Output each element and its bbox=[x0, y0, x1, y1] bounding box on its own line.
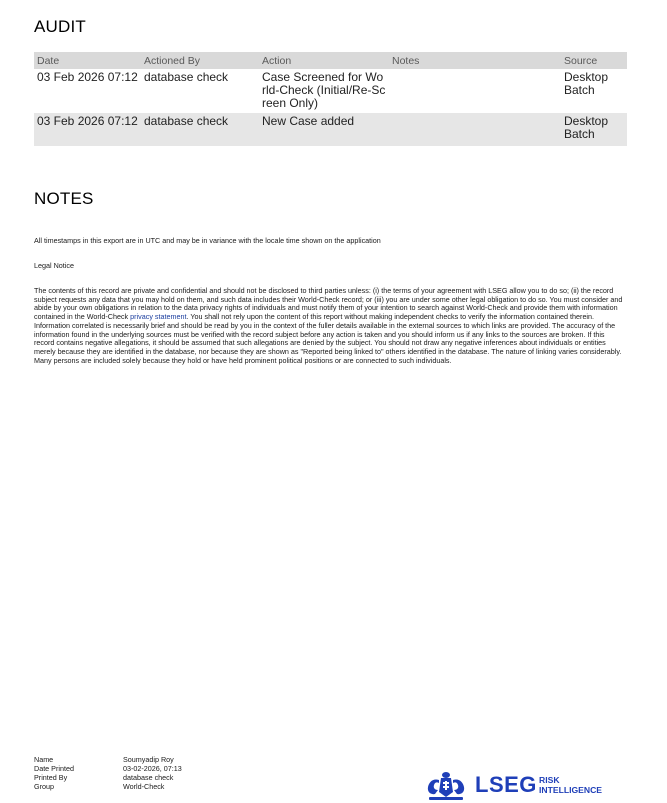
cell-actioned-by: database check bbox=[141, 69, 259, 113]
legal-notice-text bbox=[34, 287, 626, 365]
privacy-statement-link[interactable]: privacy statement bbox=[130, 312, 187, 322]
lion-crest-icon bbox=[423, 770, 469, 802]
footer-label-printed-by: Printed By bbox=[34, 773, 68, 782]
footer-value-group: World-Check bbox=[123, 782, 165, 791]
cell-actioned-by: database check bbox=[141, 113, 259, 146]
audit-section-title: AUDIT bbox=[34, 17, 86, 36]
legal-notice-heading: Legal Notice bbox=[34, 261, 74, 270]
cell-notes bbox=[389, 113, 561, 146]
column-header-notes: Notes bbox=[389, 52, 561, 69]
audit-header-row bbox=[34, 52, 627, 69]
column-header-actioned-by: Actioned By bbox=[141, 52, 259, 69]
logo-brand-text: LSEG bbox=[475, 772, 537, 797]
footer-label-group: Group bbox=[34, 782, 54, 791]
cell-notes bbox=[389, 69, 561, 113]
table-row bbox=[34, 113, 627, 146]
cell-date: 03 Feb 2026 07:12 bbox=[34, 113, 141, 146]
footer-values bbox=[123, 755, 182, 791]
column-header-date: Date bbox=[34, 52, 141, 69]
logo-subtitle-line-2: INTELLIGENCE bbox=[539, 784, 603, 795]
cell-source: Desktop Batch bbox=[561, 69, 627, 113]
cell-source: Desktop Batch bbox=[561, 113, 627, 146]
column-header-action: Action bbox=[259, 52, 389, 69]
utc-timestamp-note: All timestamps in this export are in UTC and may be in variance with the locale time shown on the application bbox=[34, 236, 381, 245]
footer-value-name: Soumyadip Roy bbox=[123, 755, 174, 764]
footer-label-name: Name bbox=[34, 755, 54, 764]
footer-value-printed-by: database check bbox=[123, 773, 174, 782]
logo-subtitle bbox=[539, 776, 602, 795]
legal-text-part-2: . You shall not rely upon the content of this report without making independent checks to verify the information contained therein. Information correlated is necessarily brief and should be read by you in the context of the fuller details available in the external sources to which links are provided. The accuracy of the information found in the underlying sources must be verified with the record subject before any action is taken and you should inform us if any links to the sources are broken. If this record contains negative allegations, it should be assumed that such allegations are denied by the subject. You should not draw any negative inferences about individuals or entities merely because they are identified in the database, nor because they are shown as "Reported being linked to" others identified in the database. The nature of linking varies considerably. Many persons are included solely because they hold or have held prominent political positions or are connected to such individuals. bbox=[34, 312, 622, 365]
lseg-logo bbox=[423, 770, 623, 802]
column-header-source: Source bbox=[561, 52, 627, 69]
footer-label-date-printed: Date Printed bbox=[34, 764, 74, 773]
cell-action: Case Screened for World-Check (Initial/Re-Screen Only) bbox=[259, 69, 389, 113]
legal-text-part-1: The contents of this record are private and confidential and should not be disclosed to third parties unless: (i) the terms of your agreement with LSEG allow you to do so; (ii) the record subject requests any data that you may hold on them, and such data includes their World-Check record; or (iii) you are under some other legal obligation to do so. You must consider and abide by your own obligations in relation to the data privacy rights of individuals and must notify them of your intention to search against World-Check and provide them with information contained in the World-Check bbox=[34, 286, 623, 322]
cell-action: New Case added bbox=[259, 113, 389, 146]
cell-date: 03 Feb 2026 07:12 bbox=[34, 69, 141, 113]
footer-value-date-printed: 03-02-2026, 07:13 bbox=[123, 764, 182, 773]
table-row bbox=[34, 69, 627, 113]
footer-labels bbox=[34, 755, 74, 791]
logo-subtitle-line-1: RISK bbox=[539, 775, 560, 785]
notes-section-title: NOTES bbox=[34, 189, 94, 208]
audit-table bbox=[34, 52, 627, 146]
